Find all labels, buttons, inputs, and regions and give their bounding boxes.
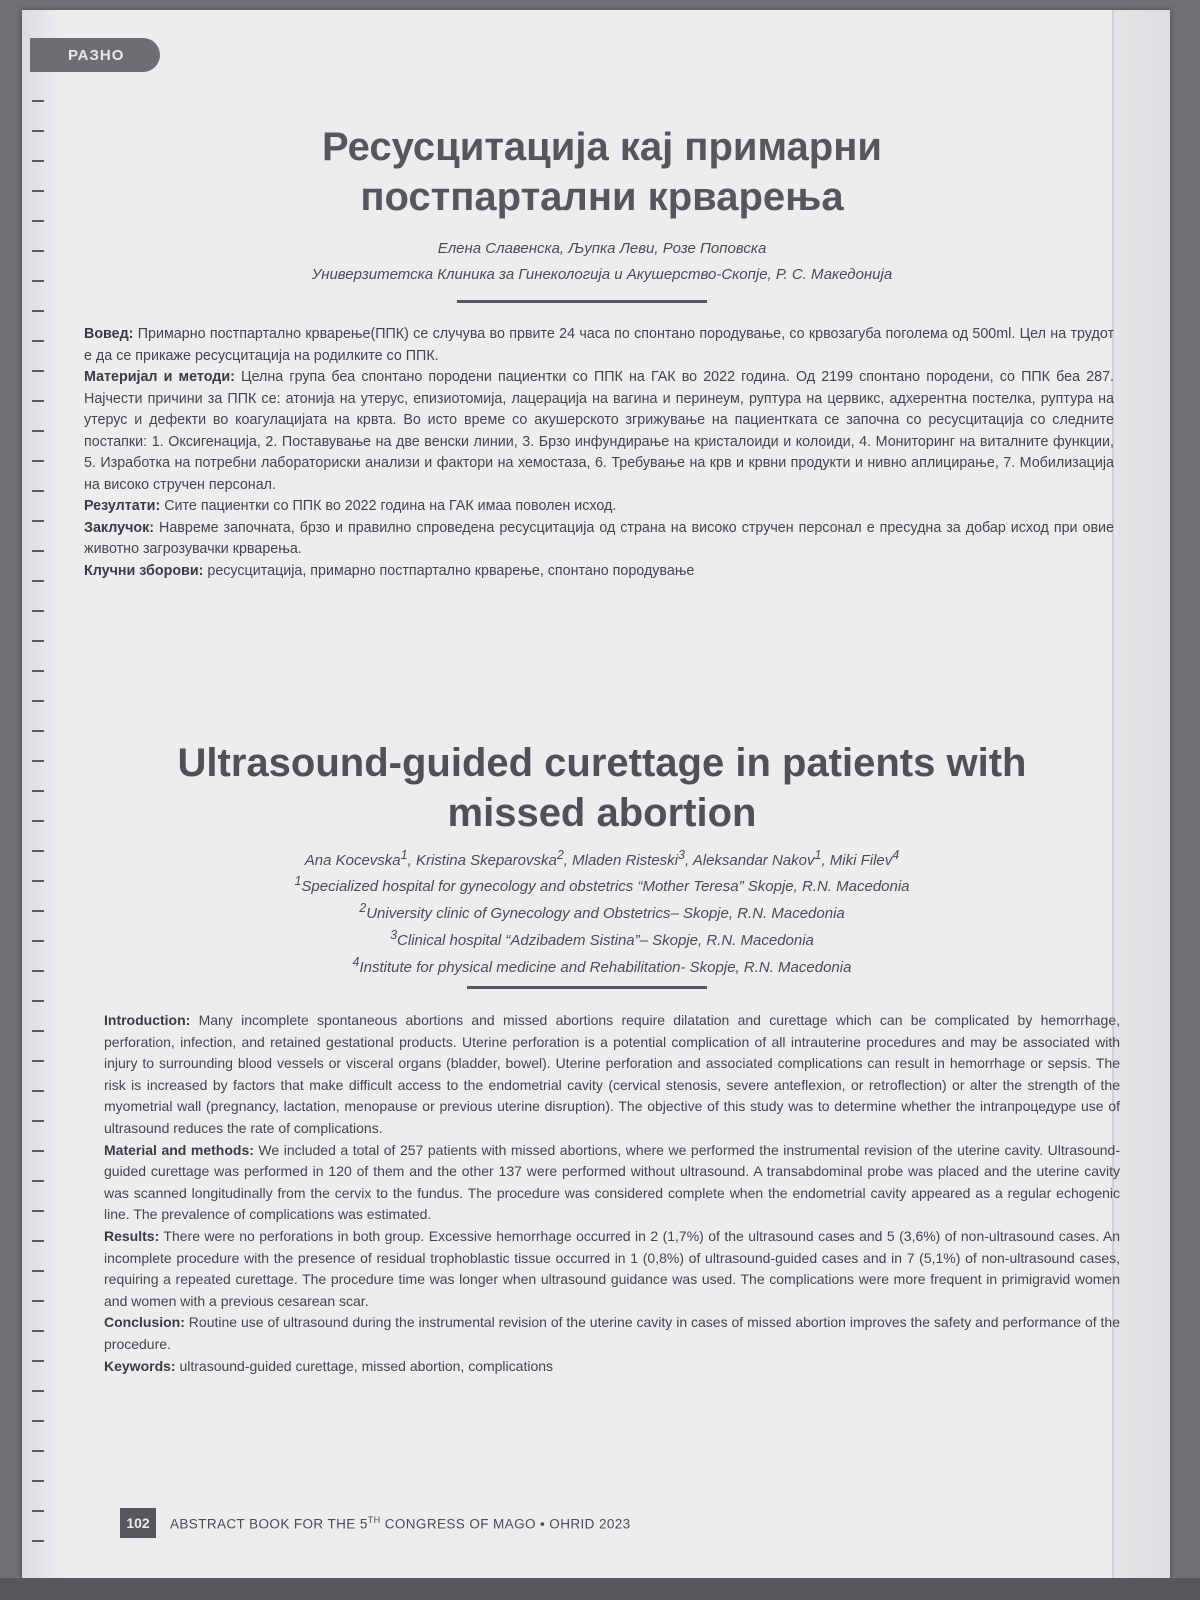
binding-mark [32, 160, 44, 162]
binding-mark [32, 1420, 44, 1422]
abstract-paragraph [104, 1010, 1120, 1140]
section-text: There were no perforations in both group. Excessive hemorrhage occurred in 2 (1,7%) of the ultrasound cases and 5 (3,6%) of non-ultrasound cases. An incomplete procedure with the presence of residual trophoblastic tissue occurred in 1 (0,8%) of ultrasound-guided cases and in 7 (5,1%) of non-ultrasound cases, requiring a repeated curettage. The procedure time was longer when ultrasound guidance was used. The complications were more frequent in primigravid women and women with a previous cesarean scar. [104, 1227, 1120, 1309]
binding-mark [32, 130, 44, 132]
article1-affiliation: Универзитетска Клиника за Гинекологија и Акушерство-Скопје, Р. С. Македонија [311, 266, 893, 283]
section-label: Материјал и методи: [84, 369, 235, 385]
abstract-paragraph [84, 496, 1114, 518]
abstract-paragraph [104, 1312, 1120, 1355]
section-text: Примарно постпартално крварење(ППК) се случува во првите 24 часа по спонтано породување, со крвозагуба поголема од 500ml. Цел на трудот е да се прикаже ресусцитација на родилките со ППК. [84, 326, 1114, 364]
abstract-paragraph [84, 324, 1114, 367]
section-label: Introduction: [104, 1012, 191, 1028]
author-affiliation-mark: 1 [400, 848, 408, 862]
article2-title-line1: Ultrasound-guided curettage in patients with [177, 741, 1027, 785]
binding-mark [32, 1540, 44, 1542]
affiliation-line: $^1$Specialized hospital for gynecology and obstetrics “Mother Teresa” Skopje, R.N. Macedonia [294, 874, 910, 895]
binding-mark [32, 1060, 44, 1062]
binding-mark [32, 1270, 44, 1272]
binding-mark [32, 280, 44, 282]
abstract-paragraph [104, 1140, 1120, 1226]
binding-mark [32, 460, 44, 462]
document-page [22, 10, 1170, 1590]
binding-mark [32, 1240, 44, 1242]
binding-mark [32, 670, 44, 672]
binding-mark [32, 1120, 44, 1122]
page-footer [120, 1506, 631, 1540]
binding-mark [32, 910, 44, 912]
binding-mark [32, 700, 44, 702]
abstract-paragraph [84, 561, 1114, 583]
affiliation-line: $^2$University clinic of Gynecology and Obstetrics– Skopje, R.N. Macedonia [359, 901, 845, 922]
section-text: ресусцитација, примарно постпартално крварење, спонтано породување [203, 562, 695, 579]
section-text: Routine use of ultrasound during the instrumental revision of the uterine cavity in cases of missed abortion improves the safety and performance of the procedure. [104, 1314, 1120, 1352]
divider-rule [467, 986, 707, 989]
article1-authors: Елена Славенска, Љупка Леви, Розе Поповска [437, 240, 767, 257]
author-name: Ana Kocevska [304, 852, 401, 869]
section-label: Клучни зборови: [84, 562, 204, 579]
divider-rule [457, 300, 707, 303]
binding-mark [32, 1180, 44, 1182]
abstract-paragraph [104, 1356, 1120, 1378]
article1-abstract [84, 324, 1114, 582]
binding-mark [32, 940, 44, 942]
binding-mark [32, 370, 44, 372]
section-text: We included a total of 257 patients with missed abortions, where we performed the instrumental revision of the uterine cavity. Ultrasound-guided curettage was performed in 120 of them and the other 137 were performed without ultrasound. A transabdominal probe was placed and the uterine cavity was scanned longitudinally from the cervix to the fundus. The procedure was considered complete when the endometrial cavity appeared as a regular echogenic line. The prevalence of complications was estimated. [104, 1141, 1120, 1223]
binding-mark [32, 1450, 44, 1452]
binding-mark [32, 730, 44, 732]
author-affiliation-mark: 2 [556, 848, 564, 862]
binding-mark [32, 1090, 44, 1092]
section-label: Заклучок: [84, 519, 155, 536]
article1-title-line1: Ресусцитација кај примарни [322, 125, 882, 169]
binding-mark [32, 220, 44, 222]
footer-title: ABSTRACT BOOK FOR THE 5TH CONGRESS OF MAGO • OHRID 2023 [170, 1514, 631, 1532]
binding-mark [32, 1330, 44, 1332]
binding-mark [32, 430, 44, 432]
binding-mark [32, 850, 44, 852]
abstract-paragraph [104, 1226, 1120, 1312]
author-affiliation-mark: 3 [678, 848, 685, 862]
binding-mark [32, 580, 44, 582]
article1-title [82, 122, 1122, 222]
binding-mark [32, 100, 44, 102]
binding-mark [32, 400, 44, 402]
article1-title-line2: постпартални крварења [360, 175, 844, 219]
article2-title-line2: missed abortion [447, 791, 757, 835]
section-label: Material and methods: [104, 1141, 254, 1158]
binding-mark [32, 820, 44, 822]
binding-mark [32, 340, 44, 342]
binding-mark [32, 1300, 44, 1302]
binding-mark [32, 1030, 44, 1032]
section-label: Results: [104, 1227, 160, 1244]
section-label: Conclusion: [104, 1314, 185, 1331]
author-affiliation-mark: 1 [814, 848, 822, 862]
binding-mark [32, 490, 44, 492]
author-name: Mladen Risteski [572, 852, 679, 869]
background-surface [0, 1578, 1200, 1600]
binding-mark [32, 1150, 44, 1152]
article2-authors: Ana Kocevska$^1$, Kristina Skeparovska$^2$, Mladen Risteski$^3$, Aleksandar Nakov$^1$, Miki Filev$^4$ [304, 848, 900, 869]
section-text: Целна група беа спонтано породени пациентки со ППК на ГАК во 2022 година. Од 2199 спонтано породени, со ППК беа 287. Најчести причини за ППК се: атонија на утерус, епизиотомија, лацерација на вагина и перинеум, руптура на цервикс, адхерентна постелка, руптура на утерус и дефекти во коагулацијата на крвта. Во исто време со акушерското згрижување на пациентката се започна со ресусцитација со следните постапки: 1. Оксигенација, 2. Поставување на две венски линии, 3. Брзо инфундирање на кристалоиди и колоиди, 4. Мониторинг на виталните функции, 5. Изработка на потребни лабораториски анализи и фактори на хемостаза, 6. Требување на крв и крвни продукти и нивно аплицирање, 7. Мобилизација на високо стручен персонал. [84, 369, 1114, 493]
binding-mark [32, 1210, 44, 1212]
binding-mark [32, 880, 44, 882]
section-text: Many incomplete spontaneous abortions and missed abortions require dilatation and curettage which can be complicated by hemorrhage, perforation, infection, and retained gestational products. Uterine perforation is a potential complication of all intrauterine procedures and may be associated with injury to surrounding blood vessels or visceral organs (bladder, bowel). Uterine perforation and associated complications can result in hemorrhage or sepsis. The risk is increased by factors that make difficult access to the endometrial cavity (cervical stenosis, severe anteflexion, or retroflection) or alter the strength of the myometrial wall (pregnancy, lactation, menopause or previous uterine disruption). The objective of this study was to determine whether the intrапроцедуре use of ultrasound reduces the rate of complications. [104, 1012, 1120, 1136]
binding-mark [32, 250, 44, 252]
binding-mark [32, 1000, 44, 1002]
article2-title [82, 738, 1122, 838]
affiliation-line: $^4$Institute for physical medicine and Rehabilitation- Skopje, R.N. Macedonia [352, 955, 852, 976]
abstract-paragraph [84, 367, 1114, 496]
author-name: Kristina Skeparovska [415, 852, 557, 869]
binding-mark [32, 310, 44, 312]
author-affiliation-mark: 4 [892, 848, 900, 862]
section-text: Навреме започната, брзо и правилно спроведена ресусцитација од страна на високо стручен персонал е пресудна за добар исход при овие животно загрозувачки крварења. [84, 519, 1114, 557]
article2-abstract [104, 1010, 1120, 1377]
abstract-paragraph [84, 518, 1114, 561]
binding-mark [32, 970, 44, 972]
binding-mark [32, 1360, 44, 1362]
section-label: Вовед: [84, 326, 134, 342]
binding-mark [32, 610, 44, 612]
page-number: 102 [120, 1508, 156, 1538]
binding-mark [32, 1480, 44, 1482]
section-label: Резултати: [84, 498, 161, 514]
binding-mark [32, 190, 44, 192]
binding-mark [32, 520, 44, 522]
binding-mark [32, 790, 44, 792]
binding-mark [32, 640, 44, 642]
section-text: ultrasound-guided curettage, missed abortion, complications [175, 1357, 554, 1374]
author-name: Miki Filev [829, 852, 893, 869]
binding-mark [32, 1510, 44, 1512]
section-label: Keywords: [104, 1357, 176, 1374]
author-name: Aleksandar Nakov [692, 852, 815, 869]
binding-mark [32, 550, 44, 552]
binding-mark [32, 760, 44, 762]
section-tag: РАЗНО [30, 38, 160, 72]
section-text: Сите пациентки со ППК во 2022 година на ГАК имаа поволен исход. [160, 498, 617, 514]
binding-mark [32, 1390, 44, 1392]
affiliation-line: $^3$Clinical hospital “Adzibadem Sistina”– Skopje, R.N. Macedonia [390, 928, 814, 949]
binding-strip [22, 10, 62, 1590]
